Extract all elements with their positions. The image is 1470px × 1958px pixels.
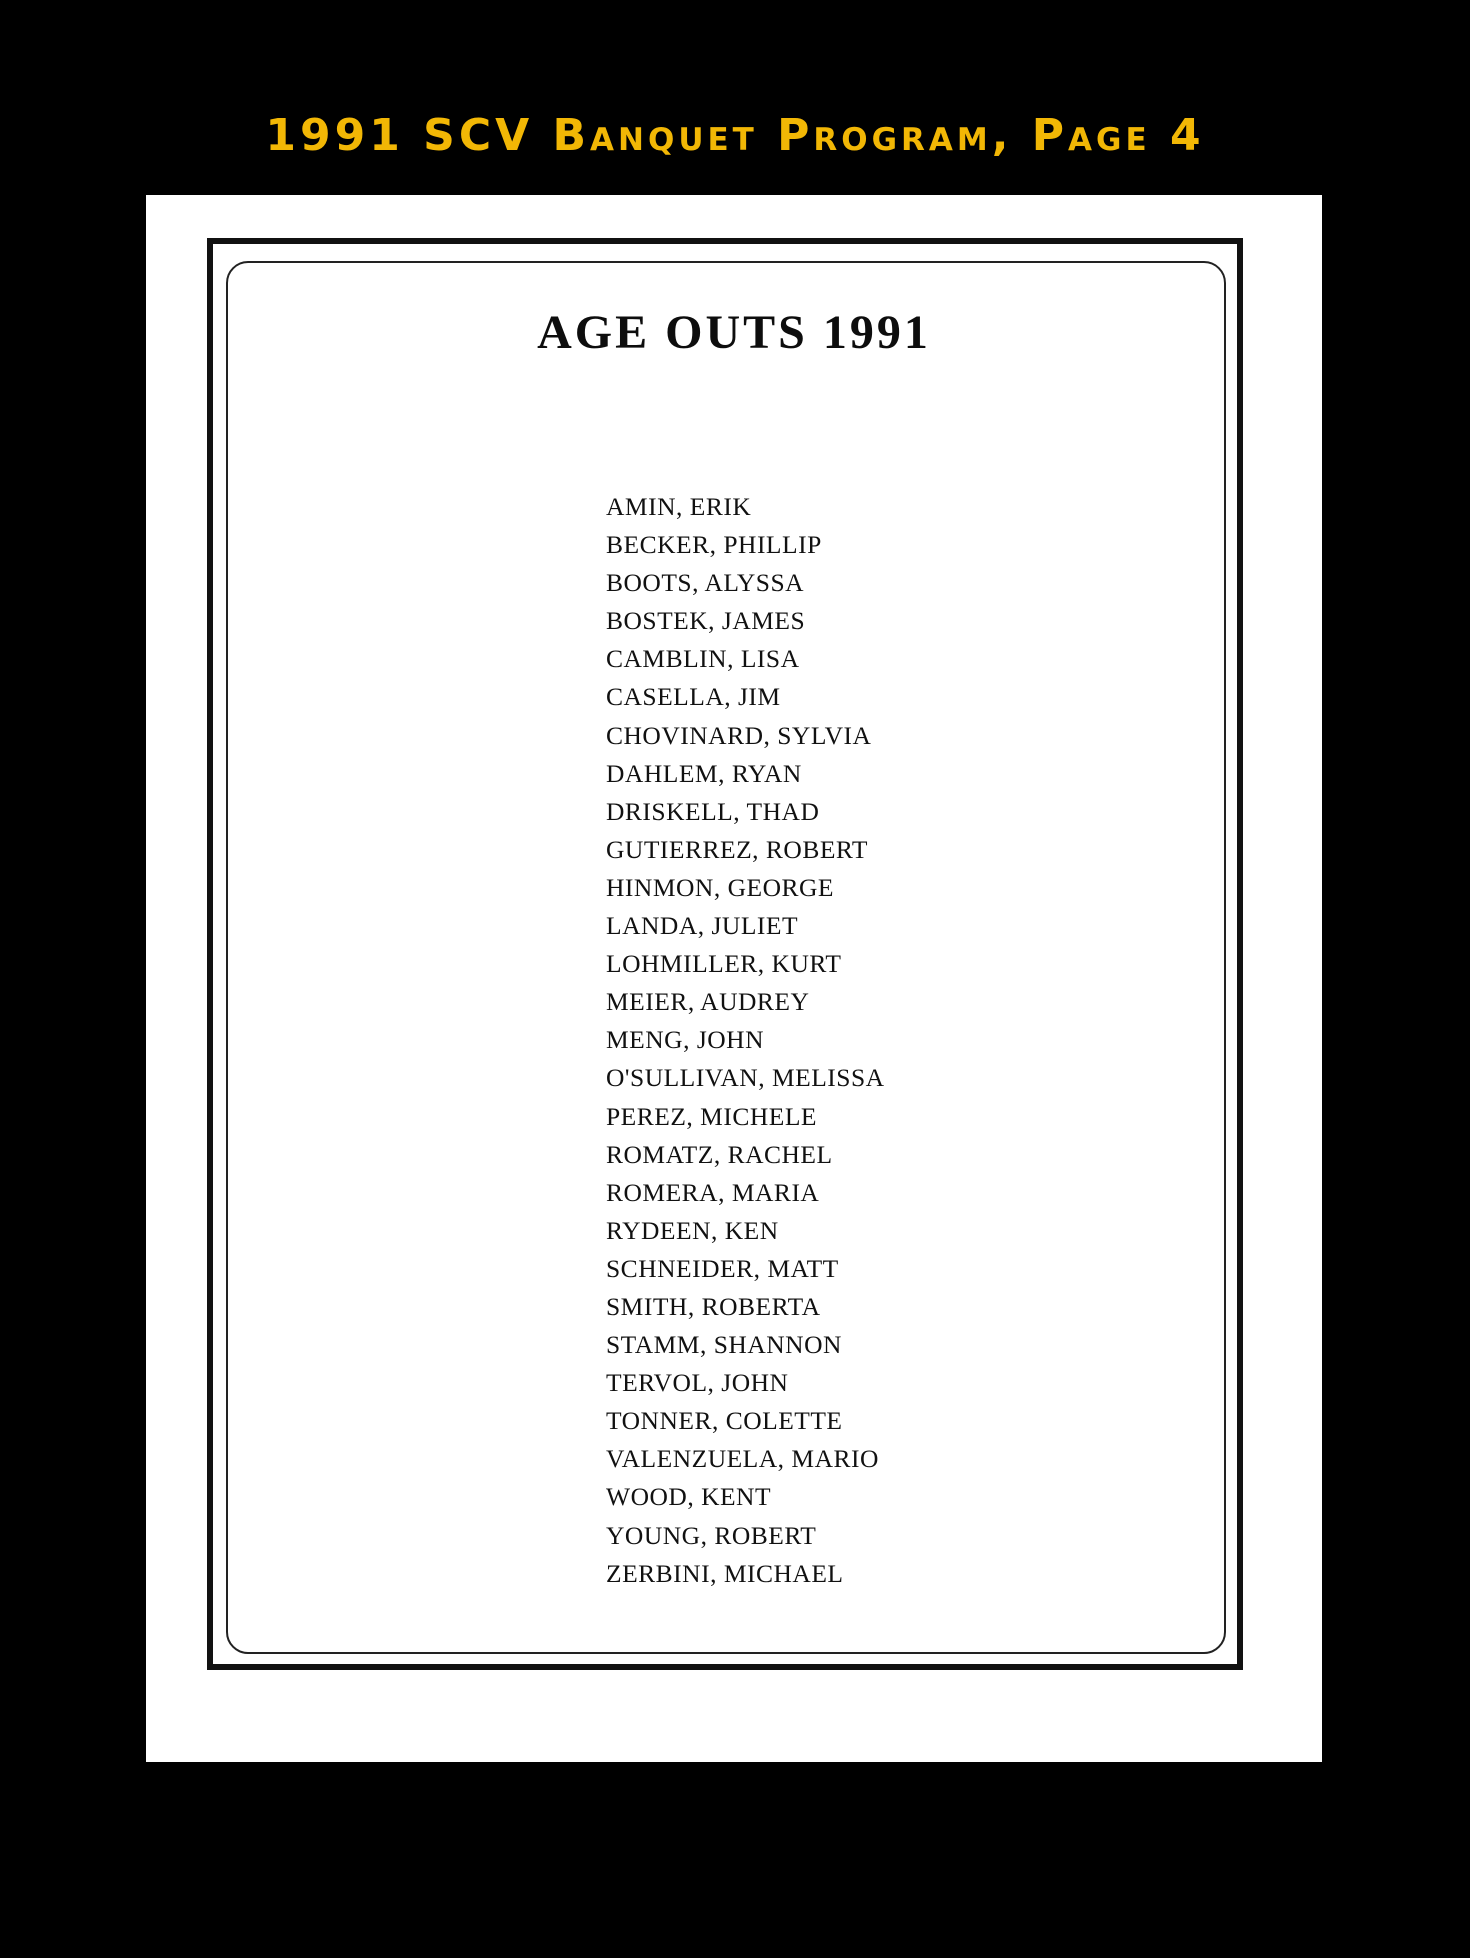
list-item: SCHNEIDER, MATT <box>606 1253 839 1283</box>
list-item: CAMBLIN, LISA <box>606 644 800 674</box>
list-item: BECKER, PHILLIP <box>606 530 822 560</box>
list-item: CASELLA, JIM <box>606 682 781 712</box>
list-item: TONNER, COLETTE <box>606 1406 843 1436</box>
list-item: CHOVINARD, SYLVIA <box>606 720 872 750</box>
list-item: ROMERA, MARIA <box>606 1177 820 1207</box>
list-item: DAHLEM, RYAN <box>606 758 802 788</box>
list-item: AMIN, ERIK <box>606 492 752 521</box>
list-item: WOOD, KENT <box>606 1482 772 1512</box>
list-item: ROMATZ, RACHEL <box>606 1139 833 1169</box>
list-item: VALENZUELA, MARIO <box>606 1444 879 1474</box>
list-item: LOHMILLER, KURT <box>606 949 842 979</box>
list-item: PEREZ, MICHELE <box>606 1101 817 1131</box>
list-item: GUTIERREZ, ROBERT <box>606 834 868 864</box>
list-item: YOUNG, ROBERT <box>606 1520 817 1550</box>
list-item: LANDA, JULIET <box>606 911 799 941</box>
list-item: O'SULLIVAN, MELISSA <box>606 1063 885 1093</box>
list-item: TERVOL, JOHN <box>606 1368 789 1398</box>
list-item: DRISKELL, THAD <box>606 796 820 826</box>
list-item: BOOTS, ALYSSA <box>606 568 805 598</box>
list-item: STAMM, SHANNON <box>606 1330 842 1360</box>
list-item: HINMON, GEORGE <box>606 872 834 902</box>
list-item: RYDEEN, KEN <box>606 1215 779 1245</box>
list-item: MENG, JOHN <box>606 1025 764 1055</box>
list-item: ZERBINI, MICHAEL <box>606 1558 844 1588</box>
list-item: SMITH, ROBERTA <box>606 1291 821 1321</box>
scanned-program-page <box>146 195 1322 1762</box>
list-item: MEIER, AUDREY <box>606 987 810 1017</box>
list-item: BOSTEK, JAMES <box>606 606 806 636</box>
age-outs-name-list <box>606 488 885 1593</box>
banner-title: 1991 SCV Banquet Program, Page 4 <box>265 110 1205 161</box>
page-heading: AGE OUTS 1991 <box>537 306 931 359</box>
